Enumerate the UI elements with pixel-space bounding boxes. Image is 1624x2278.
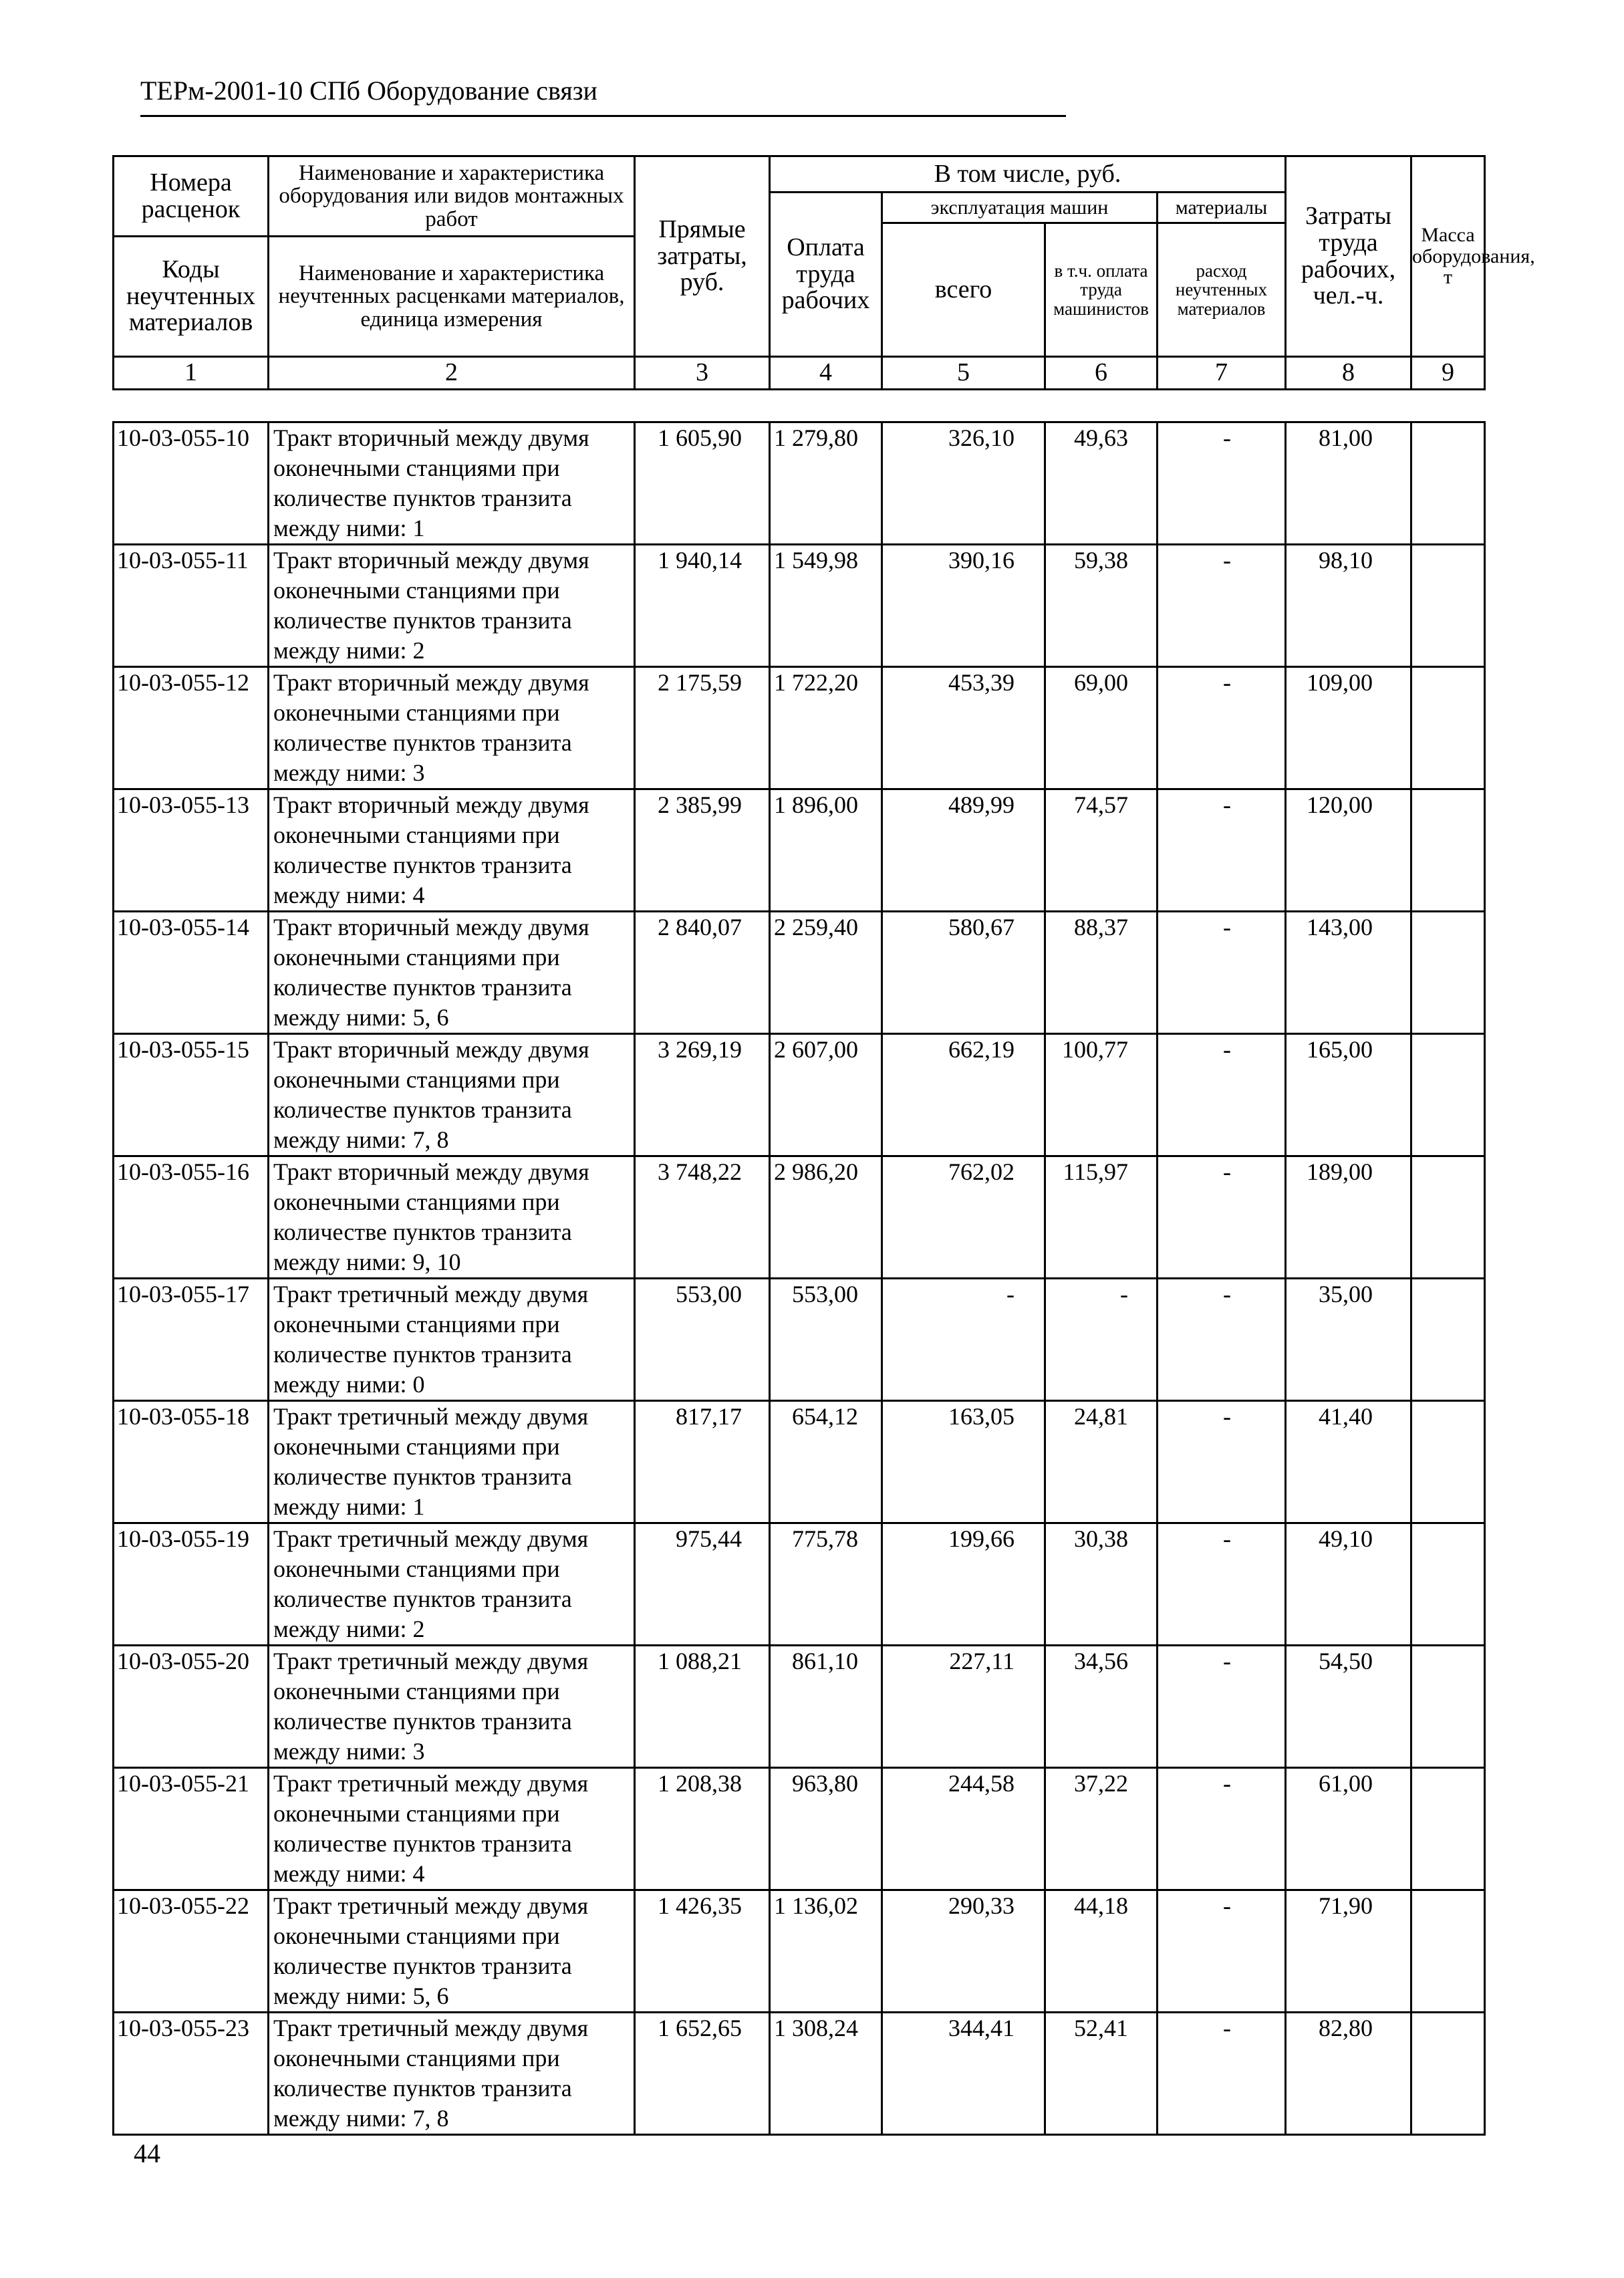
machinist-pay: 34,56 [1045, 1646, 1158, 1768]
equipment-mass [1411, 1890, 1485, 2013]
unaccounted-materials: - [1158, 1156, 1286, 1279]
machine-costs: - [882, 1279, 1045, 1401]
worker-pay: 2 607,00 [770, 1034, 882, 1156]
direct-costs: 1 426,35 [635, 1890, 770, 2013]
direct-costs: 817,17 [635, 1401, 770, 1523]
labor-hours: 82,80 [1286, 2013, 1411, 2135]
work-description: Тракт третичный между двумя оконечными станциями при количестве пунктов транзита между ними: 0 [269, 1279, 635, 1401]
unaccounted-materials: - [1158, 1768, 1286, 1890]
machine-costs: 199,66 [882, 1523, 1045, 1646]
table-row [114, 1279, 1485, 1401]
unaccounted-materials: - [1158, 912, 1286, 1034]
machinist-pay: 69,00 [1045, 667, 1158, 789]
machinist-pay: 52,41 [1045, 2013, 1158, 2135]
labor-hours: 98,10 [1286, 545, 1411, 667]
work-description: Тракт вторичный между двумя оконечными станциями при количестве пунктов транзита между ними: 2 [269, 545, 635, 667]
equipment-mass [1411, 1279, 1485, 1401]
rate-code: 10-03-055-21 [114, 1768, 269, 1890]
equipment-mass [1411, 667, 1485, 789]
equipment-mass [1411, 1401, 1485, 1523]
page-header-title: ТЕРм-2001-10 СПб Оборудование связи [140, 76, 597, 106]
machine-costs: 762,02 [882, 1156, 1045, 1279]
machine-costs: 489,99 [882, 789, 1045, 912]
machinist-pay: 49,63 [1045, 422, 1158, 545]
worker-pay: 553,00 [770, 1279, 882, 1401]
worker-pay: 1 722,20 [770, 667, 882, 789]
work-description: Тракт вторичный между двумя оконечными станциями при количестве пунктов транзита между ними: 7, 8 [269, 1034, 635, 1156]
rates-table [112, 421, 1486, 2136]
direct-costs: 553,00 [635, 1279, 770, 1401]
header-divider [140, 115, 1066, 117]
direct-costs: 3 748,22 [635, 1156, 770, 1279]
table-row [114, 1523, 1485, 1646]
worker-pay: 861,10 [770, 1646, 882, 1768]
work-description: Тракт вторичный между двумя оконечными станциями при количестве пунктов транзита между ними: 1 [269, 422, 635, 545]
worker-pay: 654,12 [770, 1401, 882, 1523]
rate-code: 10-03-055-15 [114, 1034, 269, 1156]
machinist-pay: 37,22 [1045, 1768, 1158, 1890]
table-row [114, 1034, 1485, 1156]
work-description: Тракт вторичный между двумя оконечными станциями при количестве пунктов транзита между ними: 4 [269, 789, 635, 912]
table-row [114, 1646, 1485, 1768]
machinist-pay: 24,81 [1045, 1401, 1158, 1523]
header-including: В том числе, руб. [770, 156, 1286, 193]
labor-hours: 49,10 [1286, 1523, 1411, 1646]
table-row [114, 1890, 1485, 2013]
machinist-pay: 88,37 [1045, 912, 1158, 1034]
work-description: Тракт третичный между двумя оконечными станциями при количестве пунктов транзита между ними: 4 [269, 1768, 635, 1890]
header-material-names: Наименование и характеристика неучтенных расценками материалов, единица измерения [269, 237, 635, 357]
unaccounted-materials: - [1158, 1890, 1286, 2013]
machine-costs: 227,11 [882, 1646, 1045, 1768]
machine-costs: 662,19 [882, 1034, 1045, 1156]
table-row [114, 912, 1485, 1034]
table-row [114, 1401, 1485, 1523]
labor-hours: 41,40 [1286, 1401, 1411, 1523]
worker-pay: 1 279,80 [770, 422, 882, 545]
labor-hours: 61,00 [1286, 1768, 1411, 1890]
table-row [114, 422, 1485, 545]
column-number: 8 [1286, 357, 1411, 390]
equipment-mass [1411, 422, 1485, 545]
worker-pay: 775,78 [770, 1523, 882, 1646]
table-row [114, 2013, 1485, 2135]
equipment-mass [1411, 1156, 1485, 1279]
machinist-pay: 30,38 [1045, 1523, 1158, 1646]
machine-costs: 163,05 [882, 1401, 1045, 1523]
work-description: Тракт третичный между двумя оконечными станциями при количестве пунктов транзита между ними: 1 [269, 1401, 635, 1523]
header-codes: Номера расценок [114, 156, 269, 237]
rate-code: 10-03-055-18 [114, 1401, 269, 1523]
direct-costs: 2 385,99 [635, 789, 770, 912]
rate-code: 10-03-055-11 [114, 545, 269, 667]
header-work-name: Наименование и характеристика оборудования или видов монтажных работ [269, 156, 635, 237]
header-direct-costs: Прямые затраты, руб. [635, 156, 770, 357]
labor-hours: 189,00 [1286, 1156, 1411, 1279]
labor-hours: 54,50 [1286, 1646, 1411, 1768]
equipment-mass [1411, 1523, 1485, 1646]
table-row [114, 545, 1485, 667]
header-machinist-pay: в т.ч. оплата труда машинистов [1045, 223, 1158, 357]
rate-code: 10-03-055-23 [114, 2013, 269, 2135]
unaccounted-materials: - [1158, 1279, 1286, 1401]
direct-costs: 1 208,38 [635, 1768, 770, 1890]
work-description: Тракт вторичный между двумя оконечными станциями при количестве пунктов транзита между ними: 9, 10 [269, 1156, 635, 1279]
machine-costs: 453,39 [882, 667, 1045, 789]
header-materials: материалы [1158, 193, 1286, 223]
labor-hours: 143,00 [1286, 912, 1411, 1034]
machinist-pay: 74,57 [1045, 789, 1158, 912]
worker-pay: 2 259,40 [770, 912, 882, 1034]
machine-costs: 580,67 [882, 912, 1045, 1034]
equipment-mass [1411, 1646, 1485, 1768]
work-description: Тракт вторичный между двумя оконечными станциями при количестве пунктов транзита между ними: 5, 6 [269, 912, 635, 1034]
unaccounted-materials: - [1158, 1523, 1286, 1646]
labor-hours: 35,00 [1286, 1279, 1411, 1401]
worker-pay: 1 136,02 [770, 1890, 882, 2013]
work-description: Тракт третичный между двумя оконечными станциями при количестве пунктов транзита между ними: 7, 8 [269, 2013, 635, 2135]
column-number: 3 [635, 357, 770, 390]
column-number: 6 [1045, 357, 1158, 390]
direct-costs: 975,44 [635, 1523, 770, 1646]
worker-pay: 963,80 [770, 1768, 882, 1890]
rate-code: 10-03-055-10 [114, 422, 269, 545]
equipment-mass [1411, 912, 1485, 1034]
equipment-mass [1411, 2013, 1485, 2135]
table-row [114, 1156, 1485, 1279]
unaccounted-materials: - [1158, 667, 1286, 789]
unaccounted-materials: - [1158, 545, 1286, 667]
rate-code: 10-03-055-20 [114, 1646, 269, 1768]
header-machines: эксплуатация машин [882, 193, 1158, 223]
labor-hours: 109,00 [1286, 667, 1411, 789]
direct-costs: 3 269,19 [635, 1034, 770, 1156]
unaccounted-materials: - [1158, 1034, 1286, 1156]
table-row [114, 789, 1485, 912]
column-number: 7 [1158, 357, 1286, 390]
rate-code: 10-03-055-17 [114, 1279, 269, 1401]
equipment-mass [1411, 545, 1485, 667]
header-labor-hours: Затраты труда рабочих, чел.-ч. [1286, 156, 1411, 357]
worker-pay: 1 896,00 [770, 789, 882, 912]
machinist-pay: 59,38 [1045, 545, 1158, 667]
labor-hours: 165,00 [1286, 1034, 1411, 1156]
work-description: Тракт третичный между двумя оконечными станциями при количестве пунктов транзита между ними: 3 [269, 1646, 635, 1768]
rate-code: 10-03-055-16 [114, 1156, 269, 1279]
machine-costs: 290,33 [882, 1890, 1045, 2013]
machine-costs: 344,41 [882, 2013, 1045, 2135]
table-row [114, 1768, 1485, 1890]
equipment-mass [1411, 1034, 1485, 1156]
direct-costs: 2 175,59 [635, 667, 770, 789]
page-number: 44 [134, 2138, 160, 2168]
rate-code: 10-03-055-14 [114, 912, 269, 1034]
machinist-pay: 100,77 [1045, 1034, 1158, 1156]
unaccounted-materials: - [1158, 1401, 1286, 1523]
rate-code: 10-03-055-13 [114, 789, 269, 912]
header-machines-total: всего [882, 223, 1045, 357]
machinist-pay: 115,97 [1045, 1156, 1158, 1279]
table-row [114, 667, 1485, 789]
equipment-mass [1411, 1768, 1485, 1890]
work-description: Тракт третичный между двумя оконечными станциями при количестве пунктов транзита между ними: 2 [269, 1523, 635, 1646]
direct-costs: 1 605,90 [635, 422, 770, 545]
labor-hours: 81,00 [1286, 422, 1411, 545]
worker-pay: 1 549,98 [770, 545, 882, 667]
direct-costs: 1 088,21 [635, 1646, 770, 1768]
unaccounted-materials: - [1158, 789, 1286, 912]
header-material-codes: Коды неучтенных материалов [114, 237, 269, 357]
column-number: 4 [770, 357, 882, 390]
machine-costs: 326,10 [882, 422, 1045, 545]
header-worker-pay: Оплата труда рабочих [770, 193, 882, 357]
unaccounted-materials: - [1158, 2013, 1286, 2135]
equipment-mass [1411, 789, 1485, 912]
machinist-pay: 44,18 [1045, 1890, 1158, 2013]
labor-hours: 71,90 [1286, 1890, 1411, 2013]
unaccounted-materials: - [1158, 1646, 1286, 1768]
rate-code: 10-03-055-22 [114, 1890, 269, 2013]
column-number: 5 [882, 357, 1045, 390]
column-number: 9 [1411, 357, 1485, 390]
table-header [112, 155, 1535, 390]
header-unaccounted-materials: расход неучтенных материалов [1158, 223, 1286, 357]
machine-costs: 244,58 [882, 1768, 1045, 1890]
unaccounted-materials: - [1158, 422, 1286, 545]
column-number: 2 [269, 357, 635, 390]
machine-costs: 390,16 [882, 545, 1045, 667]
work-description: Тракт вторичный между двумя оконечными станциями при количестве пунктов транзита между ними: 3 [269, 667, 635, 789]
direct-costs: 1 940,14 [635, 545, 770, 667]
rate-code: 10-03-055-19 [114, 1523, 269, 1646]
worker-pay: 1 308,24 [770, 2013, 882, 2135]
direct-costs: 2 840,07 [635, 912, 770, 1034]
work-description: Тракт третичный между двумя оконечными станциями при количестве пунктов транзита между ними: 5, 6 [269, 1890, 635, 2013]
direct-costs: 1 652,65 [635, 2013, 770, 2135]
labor-hours: 120,00 [1286, 789, 1411, 912]
header-equipment-mass: Масса оборудования, т [1411, 156, 1485, 357]
column-number: 1 [114, 357, 269, 390]
machinist-pay: - [1045, 1279, 1158, 1401]
worker-pay: 2 986,20 [770, 1156, 882, 1279]
rate-code: 10-03-055-12 [114, 667, 269, 789]
